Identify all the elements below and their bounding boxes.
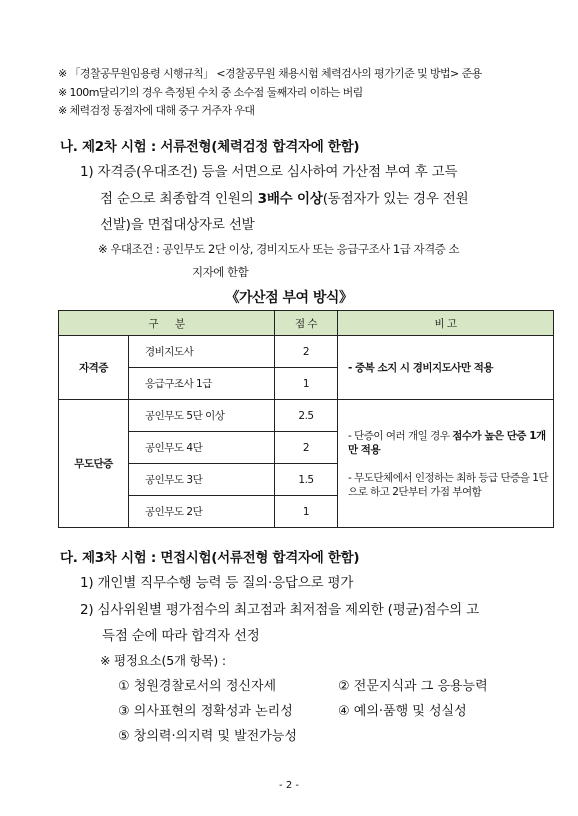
martial-remark-1 xyxy=(348,429,552,457)
page-number: - 2 - xyxy=(279,780,299,791)
section-3-item2-line2: 득점 순에 따라 합격자 선정 xyxy=(102,628,260,644)
group-martial-arts-remark xyxy=(338,400,554,528)
header-category: 구 분 xyxy=(59,311,275,336)
table-caption: 《가산점 부여 방식》 xyxy=(225,290,353,306)
row-score: 1 xyxy=(275,496,338,528)
row-item: 공인무도 3단 xyxy=(129,464,275,496)
row-item: 경비지도사 xyxy=(129,336,275,368)
header-remark: 비 고 xyxy=(338,311,554,336)
note-3: ※ 체력검정 동점자에 대해 중구 거주자 우대 xyxy=(58,104,255,117)
criteria-item-4: ④ 예의·품행 및 성실성 xyxy=(338,704,467,719)
table-row xyxy=(59,400,554,432)
bonus-points-table xyxy=(58,310,554,528)
row-item: 공인무도 2단 xyxy=(129,496,275,528)
section-3-item1: 1) 개인별 직무수행 능력 등 질의·응답으로 평가 xyxy=(80,575,354,591)
section-2-item1-line2-pre: 점 순으로 최종합격 인원의 xyxy=(100,191,258,207)
martial-remark-2: - 무도단체에서 인정하는 최하 등급 단증을 1단으로 하고 2단부터 가점 부여함 xyxy=(348,471,549,498)
row-score: 2 xyxy=(275,336,338,368)
criteria-label: ※ 평정요소(5개 항목) : xyxy=(100,653,226,668)
section-2-item1-line2-post: (동점자가 있는 경우 전원 xyxy=(322,191,469,207)
group-martial-arts: 무도단증 xyxy=(59,400,129,528)
section-2-item1-line3: 선발)을 면접대상자로 선발 xyxy=(100,217,255,233)
section-2-note-line1: ※ 우대조건 : 공인무도 2단 이상, 경비지도사 또는 응급구조사 1급 자격증 소 xyxy=(98,242,460,256)
table-header-row xyxy=(59,311,554,336)
martial-remark-1-pre: - 단증이 여러 개일 경우 xyxy=(348,429,453,442)
group-license: 자격증 xyxy=(59,336,129,400)
section-2-item1-line2 xyxy=(100,187,468,207)
criteria-item-1: ① 청원경찰로서의 정신자세 xyxy=(118,679,277,694)
row-score: 1.5 xyxy=(275,464,338,496)
license-remark-text: - 중복 소지 시 경비지도사만 적용 xyxy=(348,361,493,374)
note-2: ※ 100m달리기의 경우 측정된 수치 중 소수점 둘째자리 이하는 버림 xyxy=(58,86,363,99)
row-score: 2 xyxy=(275,432,338,464)
martial-remark-1-bold: 점수가 높은 단증 1개만 적용 xyxy=(348,429,546,456)
section-2-note-line2: 지자에 한함 xyxy=(192,265,249,279)
row-item: 응급구조사 1급 xyxy=(129,368,275,400)
criteria-item-5: ⑤ 창의력·의지력 및 발전가능성 xyxy=(118,729,297,744)
section-2-heading: 나. 제2차 시험 : 서류전형(체력검정 합격자에 한함) xyxy=(60,139,360,155)
group-license-remark xyxy=(338,336,554,400)
section-2-item1-line2-bold: 3배수 이상 xyxy=(257,191,323,207)
row-item: 공인무도 4단 xyxy=(129,432,275,464)
section-2-item1-line1: 1) 자격증(우대조건) 등을 서면으로 심사하여 가산점 부여 후 고득 xyxy=(80,164,458,180)
table-row xyxy=(59,336,554,368)
criteria-item-2: ② 전문지식과 그 응용능력 xyxy=(338,679,488,694)
row-item: 공인무도 5단 이상 xyxy=(129,400,275,432)
note-1: ※ 「경찰공무원임용령 시행규칙」 <경찰공무원 채용시험 체력검사의 평가기준 및 방법> 준용 xyxy=(58,67,482,80)
criteria-item-3: ③ 의사표현의 정확성과 논리성 xyxy=(118,704,293,719)
header-score: 점 수 xyxy=(275,311,338,336)
row-score: 2.5 xyxy=(275,400,338,432)
section-3-item2-line1: 2) 심사위원별 평가점수의 최고점과 최저점을 제외한 (평균)점수의 고 xyxy=(80,602,479,618)
row-score: 1 xyxy=(275,368,338,400)
section-3-heading: 다. 제3차 시험 : 면접시험(서류전형 합격자에 한함) xyxy=(60,550,360,566)
